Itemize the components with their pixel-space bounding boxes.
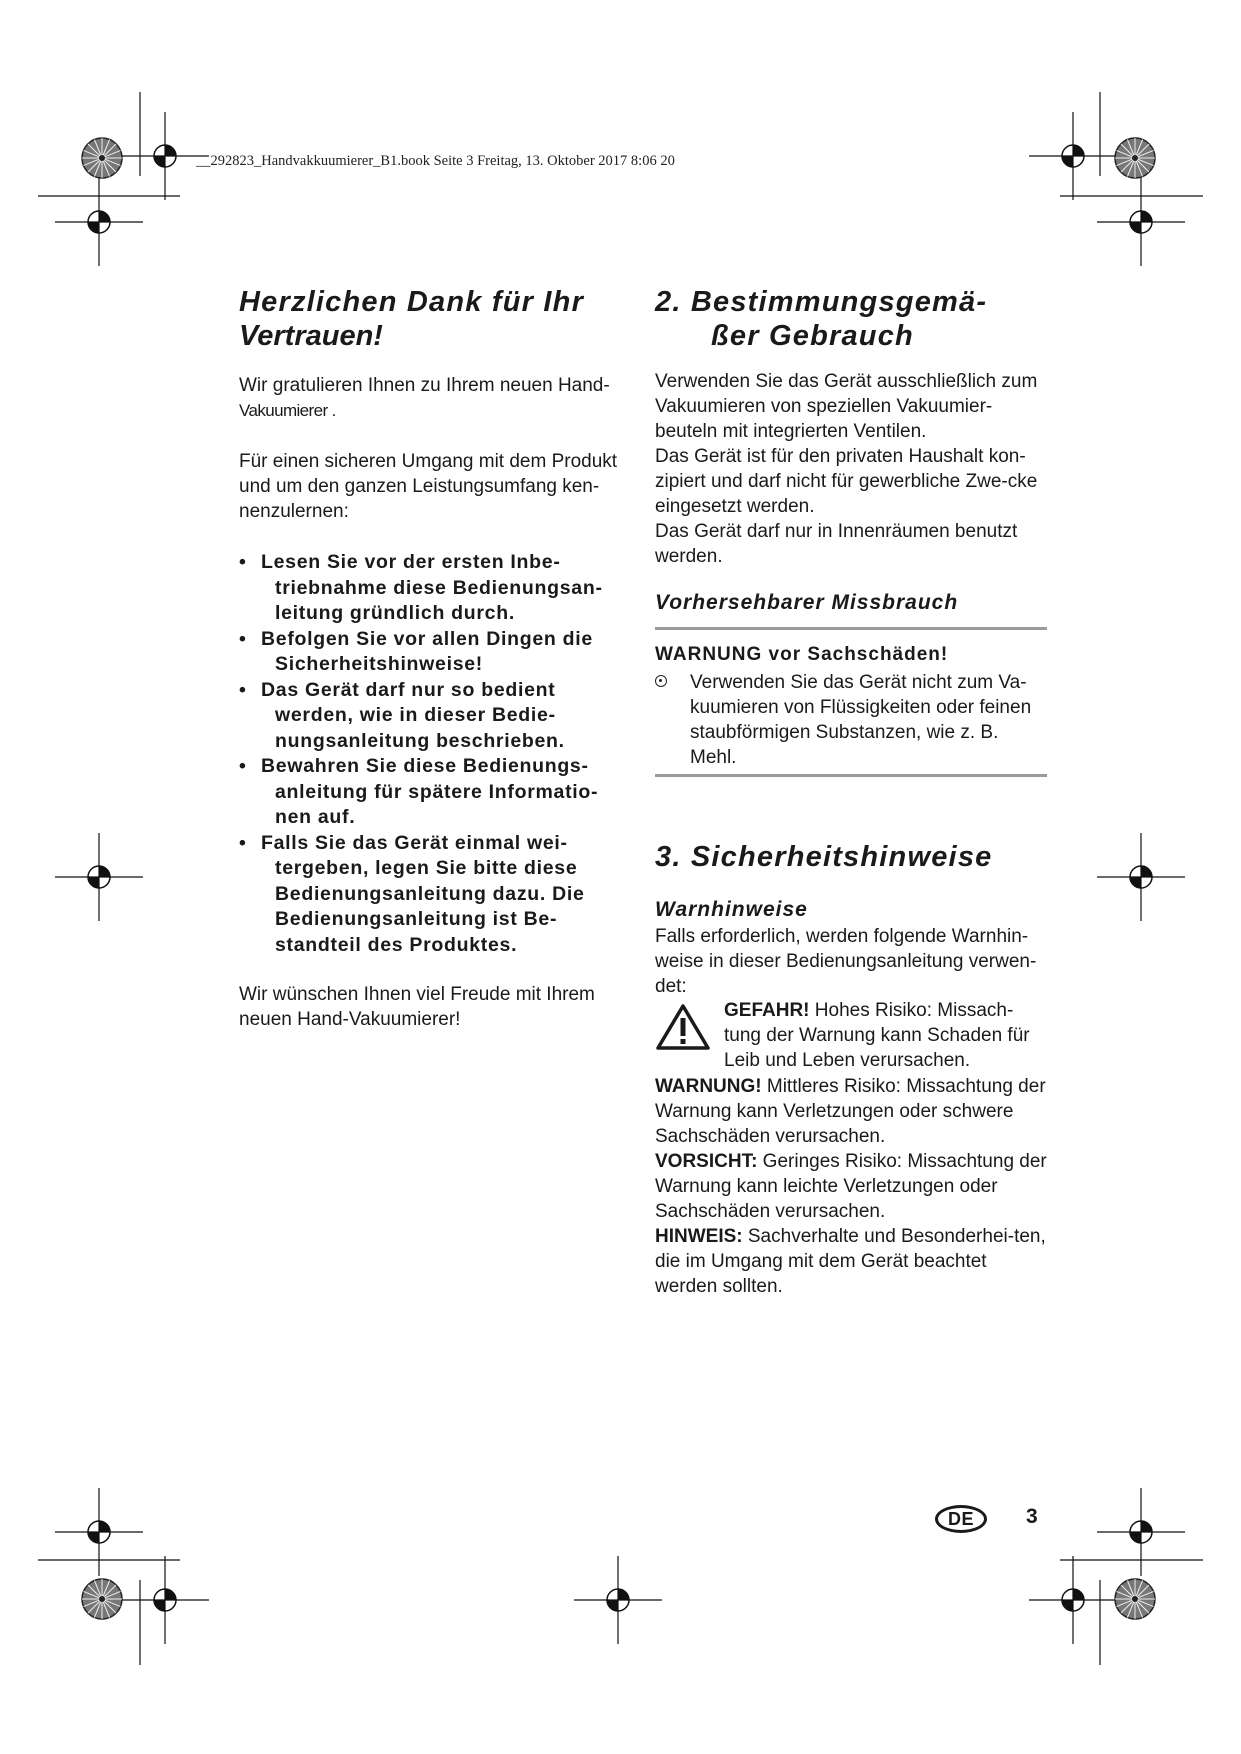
star-target-top-right [1115,138,1155,178]
thanks-heading-line1: Herzlichen Dank für Ihr [239,286,585,318]
registration-mark-bottom-center [574,1556,662,1644]
warning-triangle-icon [655,1003,711,1051]
registration-mark-top-right [1029,112,1117,200]
list-item: • Falls Sie das Gerät einmal wei-tergeben, legen Sie bitte diese Bedienungsanleitung dazu. Die Bedienungsanleitung ist Be-standteil des Produktes. [239,831,629,959]
registration-mark-bottom-right [1029,1556,1117,1644]
intended-use-paragraph-3: Das Gerät darf nur in Innenräumen benutzt werden. [655,521,1018,567]
language-badge: DE [935,1505,987,1533]
list-item: • Das Gerät darf nur so bedient werden, wie in dieser Bedie-nungsanleitung beschrieben. [239,678,629,755]
section-2-heading [655,285,987,353]
congratulation-line1: Wir gratulieren Ihnen zu Ihrem neuen Hand- [239,375,610,396]
star-target-bottom-right [1115,1579,1155,1619]
star-target-bottom-left [82,1579,122,1619]
warning-text: Verwenden Sie das Gerät nicht zum Va-kuumieren von Flüssigkeiten oder feinen staubförmigen Substanzen, wie z. B. Mehl. [690,672,1032,768]
section-2-heading-line1: 2. Bestimmungsgemä- [655,286,988,318]
registration-mark-left-lower [55,1488,143,1576]
warning-box-top-rule [655,627,1047,630]
section-3-heading: 3. Sicherheitshinweise [655,841,993,873]
notice-text: Sachverhalte und Besonderhei-ten, die im Umgang mit dem Gerät beachtet werden sollten. [655,1226,1046,1297]
notice-label: HINWEIS: [655,1226,743,1247]
warning-level-text: Mittleres Risiko: Missachtung der Warnung kann Verletzungen oder schwere Sachschäden verursachen. [655,1076,1046,1147]
notice-note [655,1224,1050,1299]
warnhinweise-intro: Falls erforderlich, werden folgende Warnhin-weise in dieser Bedienungsanleitung verwen-det: [655,926,1037,997]
intended-use-text [655,369,1050,569]
warning-box-bottom-rule [655,774,1047,777]
caution-note [655,1149,1050,1224]
list-item: • Lesen Sie vor der ersten Inbe-triebnahme diese Bedienungsan-leitung gründlich durch. [239,550,629,627]
danger-text: Hohes Risiko: Missach-tung der Warnung kann Schaden für Leib und Leben verursachen. [724,1000,1030,1071]
registration-mark-left-upper [55,178,143,266]
intended-use-paragraph-1: Verwenden Sie das Gerät ausschließlich zum Vakuumieren von speziellen Vakuumier-beuteln mit integrierten Ventilen. [655,371,1038,442]
caution-label: VORSICHT: [655,1151,758,1172]
registration-mark-left-middle [55,833,143,921]
danger-note [724,998,1050,1073]
registration-mark-right-upper [1097,178,1185,266]
caution-text: Geringes Risiko: Missachtung der Warnung kann leichte Verletzungen oder Sachschäden verursachen. [655,1151,1047,1222]
warning-title: WARNUNG vor Sachschäden! [655,644,949,665]
list-item: • Befolgen Sie vor allen Dingen die Sicherheitshinweise! [239,627,629,678]
registration-mark-right-lower [1097,1488,1185,1576]
star-target-top-left [82,138,122,178]
usage-intro-text: Für einen sicheren Umgang mit dem Produkt und um den ganzen Leistungsumfang ken-nenzulernen: [239,451,618,522]
warning-level-note [655,1074,1050,1149]
book-file-header: __292823_Handvakkuumierer_B1.book Seite 3 Freitag, 13. Oktober 2017 8:06 20 [196,153,675,169]
intended-use-paragraph-2: Das Gerät ist für den privaten Haushalt kon-zipiert und darf nicht für gewerbliche Zwe-cke eingesetzt werden. [655,446,1038,517]
section-2-heading-line2: ßer Gebrauch [711,320,914,352]
registration-mark-bottom-left [121,1556,209,1644]
instruction-list [239,550,629,958]
warnhinweise-heading: Warnhinweise [655,898,808,921]
registration-mark-right-middle [1097,833,1185,921]
closing-text: Wir wünschen Ihnen viel Freude mit Ihrem neuen Hand-Vakuumierer! [239,984,595,1030]
warning-item [655,670,1050,770]
misuse-heading: Vorhersehbarer Missbrauch [655,591,959,614]
page-number: 3 [1026,1505,1038,1528]
thanks-heading [239,285,584,353]
list-item: • Bewahren Sie diese Bedienungs-anleitung für spätere Informatio-nen auf. [239,754,629,831]
thanks-heading-line2: Vertrauen! [239,320,383,352]
warning-level-label: WARNUNG! [655,1076,762,1097]
danger-label: GEFAHR! [724,1000,810,1021]
congratulation-text [239,373,610,423]
congratulation-line2: Vakuumierer . [239,401,336,420]
